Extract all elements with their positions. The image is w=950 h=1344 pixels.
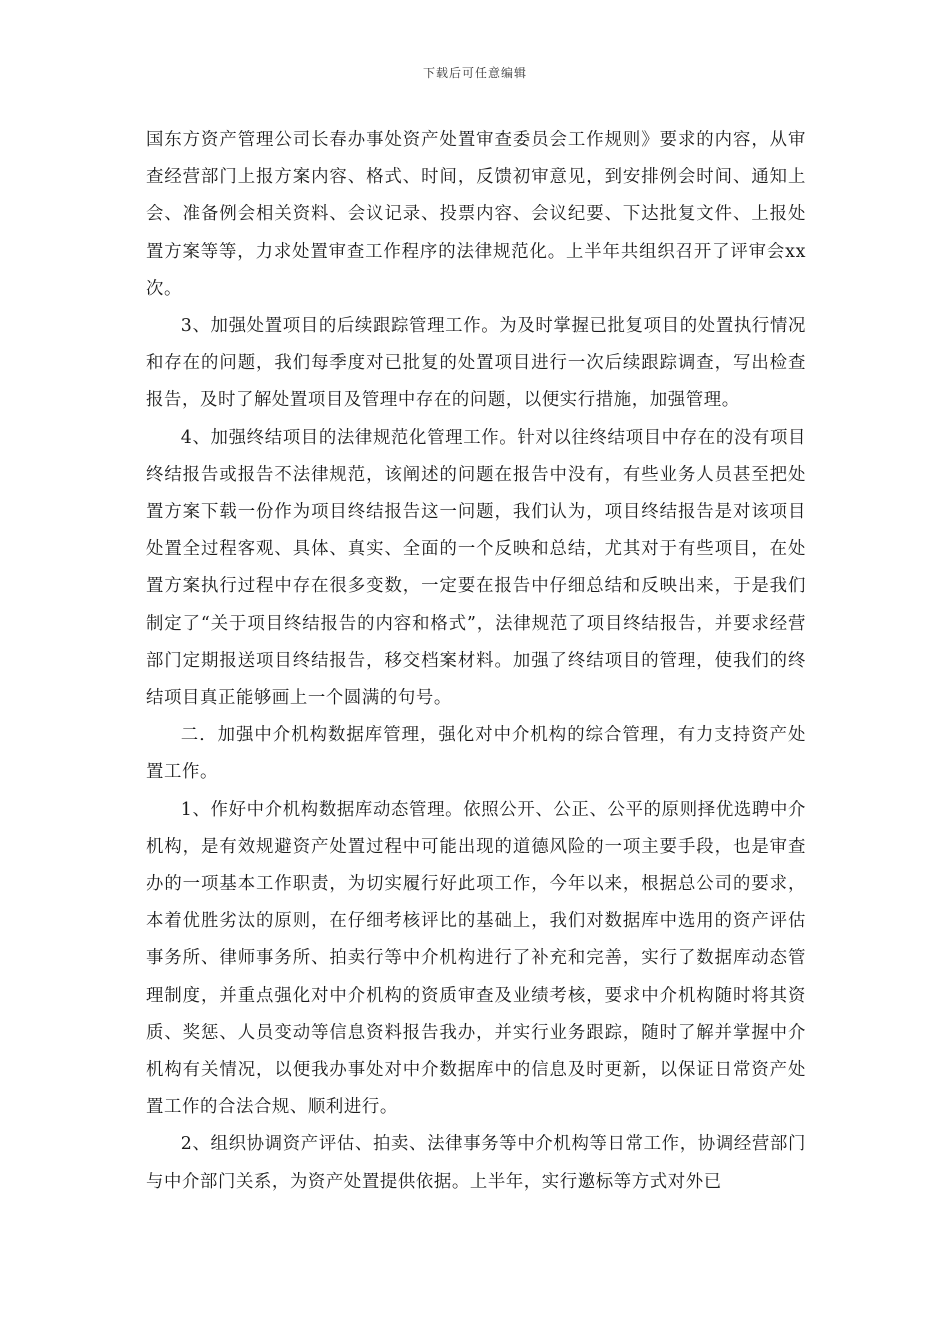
paragraph: 国东方资产管理公司长春办事处资产处置审查委员会工作规则》要求的内容，从审查经营部门上报方案内容、格式、时间，反馈初审意见，到安排例会时间、通知上会、准备例会相关资料、会议记录、投票内容、会议纪要、下达批复文件、上报处置方案等等，力求处置审查工作程序的法律规范化。上半年共组织召开了评审会xx次。 [146,130,806,299]
paragraph: 4、加强终结项目的法律规范化管理工作。针对以往终结项目中存在的没有项目终结报告或报告不法律规范，该阐述的问题在报告中没有，有些业务人员甚至把处置方案下载一份作为项目终结报告这一问题，我们认为，项目终结报告是对该项目处置全过程客观、具体、真实、全面的一个反映和总结，尤其对于有些项目，在处置方案执行过程中存在很多变数，一定要在报告中仔细总结和反映出来，于是我们制定了“关于项目终结报告的内容和格式”，法律规范了项目终结报告，并要求经营部门定期报送项目终结报告，移交档案材料。加强了终结项目的管理，使我们的终结项目真正能够画上一个圆满的句号。 [146,427,806,709]
paragraph: 3、加强处置项目的后续跟踪管理工作。为及时掌握已批复项目的处置执行情况和存在的问题，我们每季度对已批复的处置项目进行一次后续跟踪调查，写出检查报告，及时了解处置项目及管理中存在的问题，以便实行措施，加强管理。 [146,316,806,411]
paragraph: 1、作好中介机构数据库动态管理。依照公开、公正、公平的原则择优选聘中介机构，是有效规避资产处置过程中可能出现的道德风险的一项主要手段，也是审查办的一项基本工作职责，为切实履行好此项工作，今年以来，根据总公司的要求，本着优胜劣汰的原则，在仔细考核评比的基础上，我们对数据库中选用的资产评估事务所、律师事务所、拍卖行等中介机构进行了补充和完善，实行了数据库动态管理制度，并重点强化对中介机构的资质审查及业绩考核，要求中介机构随时将其资质、奖惩、人员变动等信息资料报告我办，并实行业务跟踪，随时了解并掌握中介机构有关情况，以便我办事处对中介数据库中的信息及时更新，以保证日常资产处置工作的合法合规、顺利进行。 [146,799,806,1118]
page-header: 下载后可任意编辑 [422,66,527,80]
section-heading: 二．加强中介机构数据库管理，强化对中介机构的综合管理，有力支持资产处置工作。 [146,725,806,783]
document-body [146,122,806,1201]
paragraph: 2、组织协调资产评估、拍卖、法律事务等中介机构等日常工作，协调经营部门与中介部门关系，为资产处置提供依据。上半年，实行邀标等方式对外已 [146,1134,806,1192]
